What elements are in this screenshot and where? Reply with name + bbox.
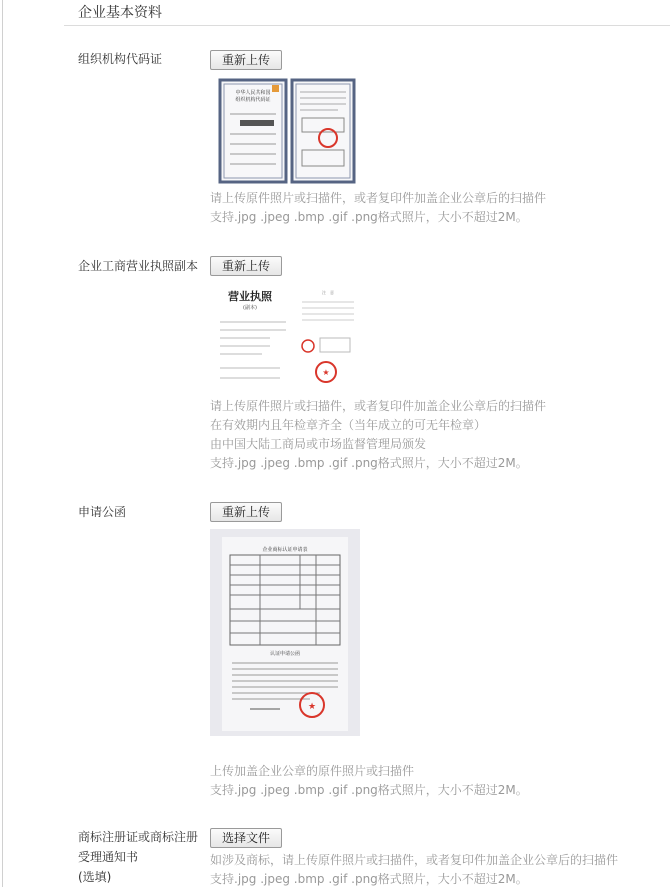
license-heading: 营业执照 <box>228 290 272 303</box>
choose-file-trademark-button[interactable]: 选择文件 <box>210 828 282 848</box>
org-cert-heading: 中华人民共和国 <box>235 90 271 96</box>
svg-text:★: ★ <box>307 702 317 712</box>
field-label-trademark-line-1: 商标注册证或商标注册 <box>78 830 199 844</box>
business-license-hint-2: 在有效期内且年检章齐全（当年成立的可无年检章） <box>210 418 487 432</box>
business-license-drawing <box>210 282 360 392</box>
field-label-org-code: 组织机构代码证 <box>78 52 163 66</box>
application-letter-image <box>210 529 360 736</box>
field-label-trademark-line-2: 受理通知书 <box>78 850 139 864</box>
business-license-image <box>210 282 360 392</box>
field-label-application-letter: 申请公函 <box>78 505 127 519</box>
reupload-org-code-button[interactable]: 重新上传 <box>210 50 282 70</box>
left-border-line <box>2 0 3 887</box>
org-code-certificate-drawing <box>210 76 360 186</box>
reupload-business-license-button[interactable]: 重新上传 <box>210 256 282 276</box>
application-letter-hint-2: 支持.jpg .jpeg .bmp .gif .png格式照片，大小不超过2M。 <box>210 783 528 797</box>
field-label-trademark-optional: (选填) <box>78 870 112 884</box>
svg-text:★: ★ <box>322 368 330 377</box>
org-cert-subheading: 组织机构代码证 <box>235 97 271 103</box>
svg-text:注 意: 注 意 <box>322 290 334 295</box>
business-license-hint-4: 支持.jpg .jpeg .bmp .gif .png格式照片，大小不超过2M。 <box>210 456 528 470</box>
field-label-business-license: 企业工商营业执照副本 <box>78 259 199 273</box>
business-license-hint-1: 请上传原件照片或扫描件，或者复印件加盖企业公章后的扫描件 <box>210 399 547 413</box>
letter-subheading: 认证申请公函 <box>269 651 301 657</box>
license-subheading: (副本) <box>243 305 257 311</box>
trademark-hint-1: 如涉及商标，请上传原件照片或扫描件，或者复印件加盖企业公章后的扫描件 <box>210 853 619 867</box>
section-divider <box>64 25 670 26</box>
trademark-hint-2: 支持.jpg .jpeg .bmp .gif .png格式照片，大小不超过2M。 <box>210 872 528 886</box>
section-title: 企业基本资料 <box>78 5 162 21</box>
application-letter-hint-1: 上传加盖企业公章的原件照片或扫描件 <box>210 764 415 778</box>
business-license-hint-3: 由中国大陆工商局或市场监督管理局颁发 <box>210 437 427 451</box>
org-code-hint-2: 支持.jpg .jpeg .bmp .gif .png格式照片，大小不超过2M。 <box>210 210 528 224</box>
org-code-hint-1: 请上传原件照片或扫描件，或者复印件加盖企业公章后的扫描件 <box>210 191 547 205</box>
application-letter-drawing <box>210 529 360 736</box>
org-code-certificate-image <box>210 76 360 186</box>
reupload-application-letter-button[interactable]: 重新上传 <box>210 502 282 522</box>
letter-heading: 企业商标认证申请表 <box>262 547 308 553</box>
